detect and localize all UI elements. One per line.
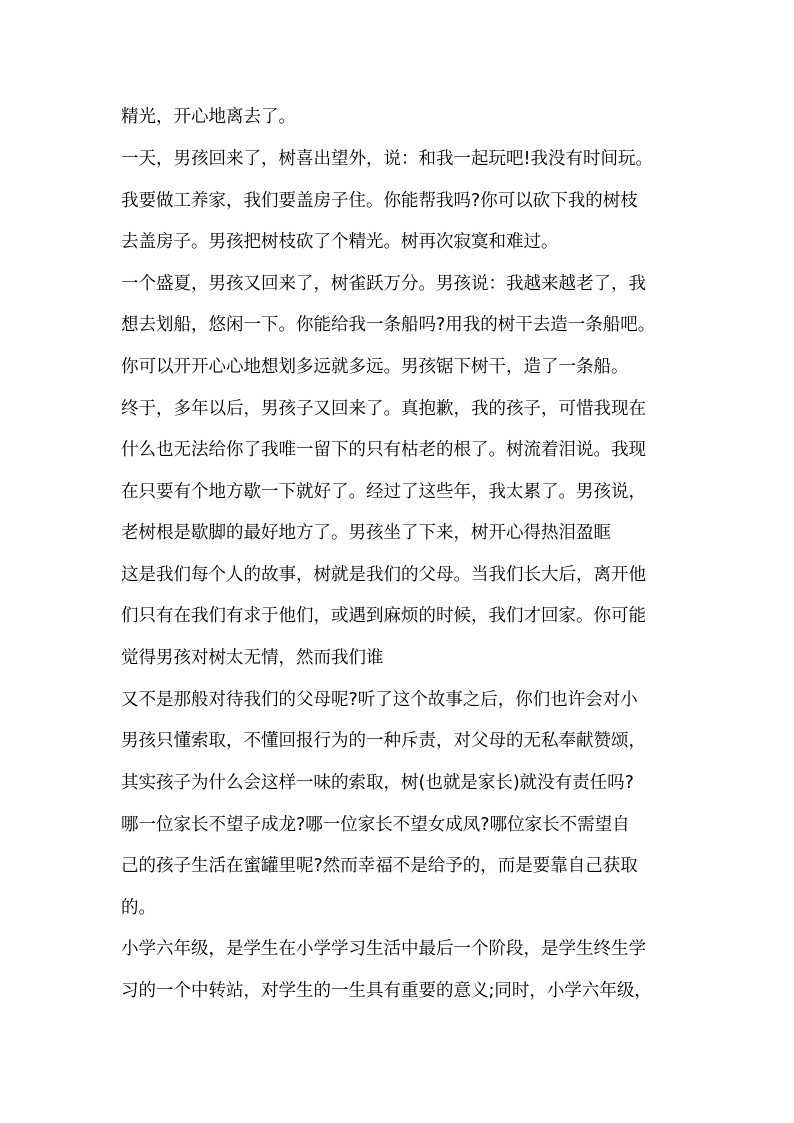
text-line: 一天，男孩回来了，树喜出望外，说：和我一起玩吧!我没有时间玩。 <box>121 149 654 169</box>
text-line: 觉得男孩对树太无情，然而我们谁 <box>121 648 384 668</box>
text-line: 什么也无法给你了我唯一留下的只有枯老的根了。树流着泪说。我现 <box>121 440 646 460</box>
text-line: 终于，多年以后，男孩子又回来了。真抱歉，我的孩子，可惜我现在 <box>121 399 646 419</box>
text-line: 这是我们每个人的故事，树就是我们的父母。当我们长大后，离开他 <box>121 565 646 585</box>
text-line: 习的一个中转站，对学生的一生具有重要的意义;同时，小学六年级， <box>121 981 652 1001</box>
text-line: 老树根是歇脚的最好地方了。男孩坐了下来，树开心得热泪盈眶 <box>121 523 611 543</box>
text-line: 一个盛夏，男孩又回来了，树雀跃万分。男孩说：我越来越老了，我 <box>121 274 646 294</box>
text-line: 的。 <box>121 898 156 918</box>
text-line: 想去划船，悠闲一下。你能给我一条船吗?用我的树干去造一条船吧。 <box>121 315 656 335</box>
text-line: 其实孩子为什么会这样一味的索取，树(也就是家长)就没有责任吗? <box>121 773 634 793</box>
text-line: 在只要有个地方歇一下就好了。经过了这些年，我太累了。男孩说， <box>121 482 646 502</box>
text-line: 我要做工养家，我们要盖房子住。你能帮我吗?你可以砍下我的树枝 <box>121 191 638 211</box>
text-line: 男孩只懂索取，不懂回报行为的一种斥责，对父母的无私奉献赞颂， <box>121 731 646 751</box>
text-line: 己的孩子生活在蜜罐里呢?然而幸福不是给予的，而是要靠自己获取 <box>121 856 638 876</box>
text-line: 哪一位家长不望子成龙?哪一位家长不望女成凤?哪位家长不需望自 <box>121 815 630 835</box>
text-line: 去盖房子。男孩把树枝砍了个精光。树再次寂寞和难过。 <box>121 232 559 252</box>
text-line: 精光，开心地离去了。 <box>121 107 296 127</box>
text-line: 小学六年级，是学生在小学学习生活中最后一个阶段，是学生终生学 <box>121 939 646 959</box>
text-line: 又不是那般对待我们的父母呢?听了这个故事之后，你们也许会对小 <box>121 690 638 710</box>
text-line: 们只有在我们有求于他们，或遇到麻烦的时候，我们才回家。你可能 <box>121 606 646 626</box>
text-line: 你可以开开心心地想划多远就多远。男孩锯下树干，造了一条船。 <box>121 357 629 377</box>
